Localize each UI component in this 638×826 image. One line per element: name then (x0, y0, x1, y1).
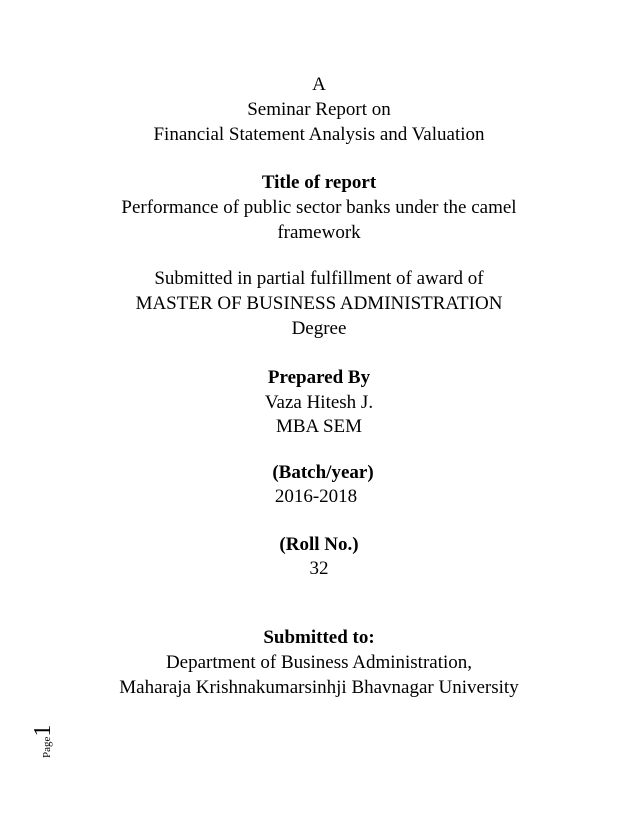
submitted-to-heading: Submitted to: (263, 627, 375, 648)
batch-years: 2016-2018 (274, 486, 358, 507)
roll-number-heading: (Roll No.) (279, 534, 359, 555)
report-title-line-1: Performance of public sector banks under the camel (121, 197, 517, 218)
university-name: Maharaja Krishnakumarsinhji Bhavnagar University (119, 677, 519, 698)
batch-heading: (Batch/year) (272, 462, 374, 483)
submission-statement: Submitted in partial fulfillment of award of (154, 268, 484, 289)
page-word: Page (41, 736, 53, 758)
author-name: Vaza Hitesh J. (264, 392, 374, 413)
prepared-by-heading: Prepared By (267, 367, 371, 388)
report-type: Seminar Report on (247, 99, 391, 120)
title-article: A (312, 74, 326, 95)
degree-label: Degree (291, 318, 347, 339)
page-number: 1 (30, 724, 56, 737)
degree-name: MASTER OF BUSINESS ADMINISTRATION (135, 293, 503, 314)
roll-number: 32 (309, 558, 329, 579)
report-subject: Financial Statement Analysis and Valuation (153, 124, 485, 145)
title-heading: Title of report (261, 172, 377, 193)
report-title-line-2: framework (277, 222, 361, 243)
department-name: Department of Business Administration, (165, 652, 473, 673)
page-number-marker (30, 708, 56, 758)
semester: MBA SEM (275, 416, 363, 437)
